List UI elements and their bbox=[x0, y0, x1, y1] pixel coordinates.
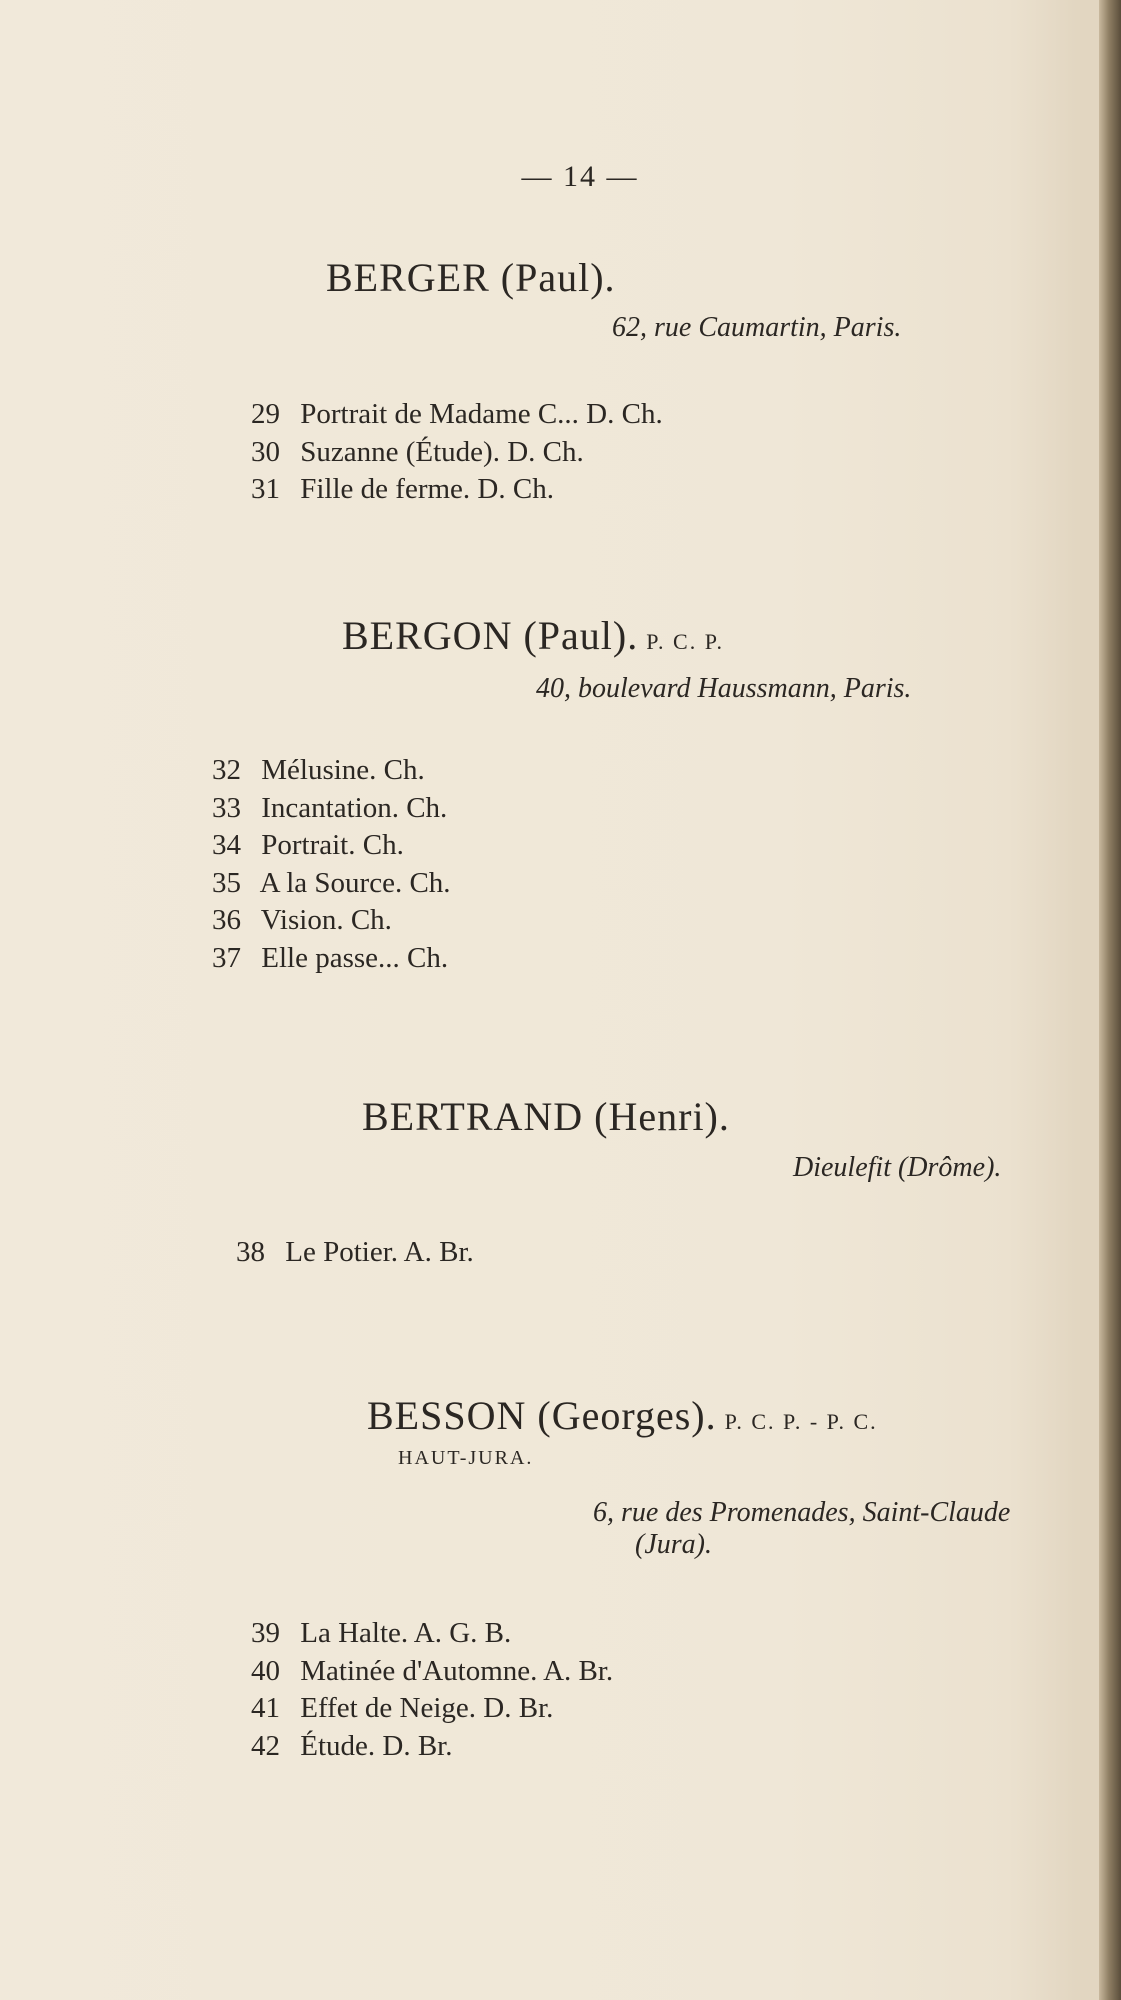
artist-name-text: BERTRAND (Henri). bbox=[362, 1094, 730, 1139]
artist-name-text: BERGER (Paul). bbox=[326, 255, 616, 300]
work-number: 33 bbox=[212, 791, 241, 824]
work-item bbox=[251, 396, 663, 434]
work-number: 36 bbox=[212, 904, 241, 936]
work-item bbox=[251, 434, 663, 472]
work-number: 42 bbox=[251, 1729, 280, 1762]
works-list-berger bbox=[251, 396, 663, 509]
work-item bbox=[212, 790, 451, 828]
work-item bbox=[251, 471, 663, 509]
address-line: Dieulefit (Drôme). bbox=[793, 1152, 1002, 1183]
work-number: 39 bbox=[251, 1617, 280, 1649]
work-title: Le Potier. A. Br. bbox=[285, 1236, 474, 1268]
work-title: Matinée d'Automne. A. Br. bbox=[300, 1654, 614, 1687]
artist-address-bertrand bbox=[793, 1152, 1001, 1184]
work-title: Incantation. Ch. bbox=[261, 791, 448, 824]
work-title: Suzanne (Étude). D. Ch. bbox=[300, 435, 584, 468]
work-item bbox=[251, 1728, 613, 1766]
work-number: 34 bbox=[212, 829, 241, 861]
work-title: Étude. D. Br. bbox=[300, 1729, 453, 1762]
work-item bbox=[251, 1690, 613, 1728]
work-title: Effet de Neige. D. Br. bbox=[300, 1692, 554, 1724]
book-spine-shadow bbox=[1099, 0, 1121, 2000]
works-list-bertrand bbox=[236, 1234, 474, 1272]
artist-name-bertrand bbox=[362, 1093, 730, 1140]
work-number: 30 bbox=[251, 435, 280, 468]
artist-name-berger bbox=[326, 254, 616, 301]
work-title: Mélusine. Ch. bbox=[261, 754, 425, 786]
artist-name-besson bbox=[367, 1392, 878, 1439]
work-number: 38 bbox=[236, 1236, 265, 1268]
work-title: Portrait de Madame C... D. Ch. bbox=[300, 398, 663, 430]
artist-address-bergon bbox=[536, 673, 911, 705]
work-item bbox=[212, 865, 451, 903]
work-number: 40 bbox=[251, 1654, 280, 1687]
work-item bbox=[212, 940, 451, 978]
work-title: Vision. Ch. bbox=[260, 904, 392, 936]
work-item bbox=[212, 827, 451, 865]
work-number: 31 bbox=[251, 473, 280, 505]
address-line: (Jura). bbox=[635, 1529, 712, 1560]
work-title: La Halte. A. G. B. bbox=[300, 1617, 512, 1649]
work-item bbox=[212, 902, 451, 940]
work-number: 37 bbox=[212, 941, 241, 974]
work-number: 32 bbox=[212, 754, 241, 786]
address-line: 62, rue Caumartin, Paris. bbox=[612, 312, 902, 343]
works-list-bergon bbox=[212, 752, 451, 977]
artist-tags: P. C. P. bbox=[646, 629, 724, 654]
artist-name-text: BESSON (Georges). bbox=[367, 1393, 717, 1438]
artist-subtitle-besson: HAUT-JURA. bbox=[398, 1447, 534, 1469]
work-item bbox=[251, 1615, 613, 1653]
work-title: Elle passe... Ch. bbox=[261, 941, 449, 974]
work-title: Portrait. Ch. bbox=[261, 829, 404, 861]
artist-name-bergon bbox=[342, 612, 724, 659]
work-number: 41 bbox=[251, 1692, 280, 1724]
artist-tags: P. C. P. - P. C. bbox=[724, 1409, 878, 1434]
work-number: 29 bbox=[251, 398, 280, 430]
artist-address-berger bbox=[612, 312, 901, 344]
artist-address-besson bbox=[593, 1497, 1010, 1561]
work-title: A la Source. Ch. bbox=[259, 866, 451, 899]
work-item bbox=[212, 752, 451, 790]
address-line: 40, boulevard Haussmann, Paris. bbox=[536, 673, 912, 704]
page-number: — 14 — bbox=[521, 160, 639, 193]
work-title: Fille de ferme. D. Ch. bbox=[300, 473, 554, 505]
works-list-besson bbox=[251, 1615, 613, 1765]
work-number: 35 bbox=[212, 866, 241, 899]
address-line: 6, rue des Promenades, Saint-Claude bbox=[593, 1497, 1011, 1528]
work-item bbox=[236, 1234, 474, 1272]
artist-name-text: BERGON (Paul). bbox=[342, 613, 639, 658]
work-item bbox=[251, 1653, 613, 1691]
